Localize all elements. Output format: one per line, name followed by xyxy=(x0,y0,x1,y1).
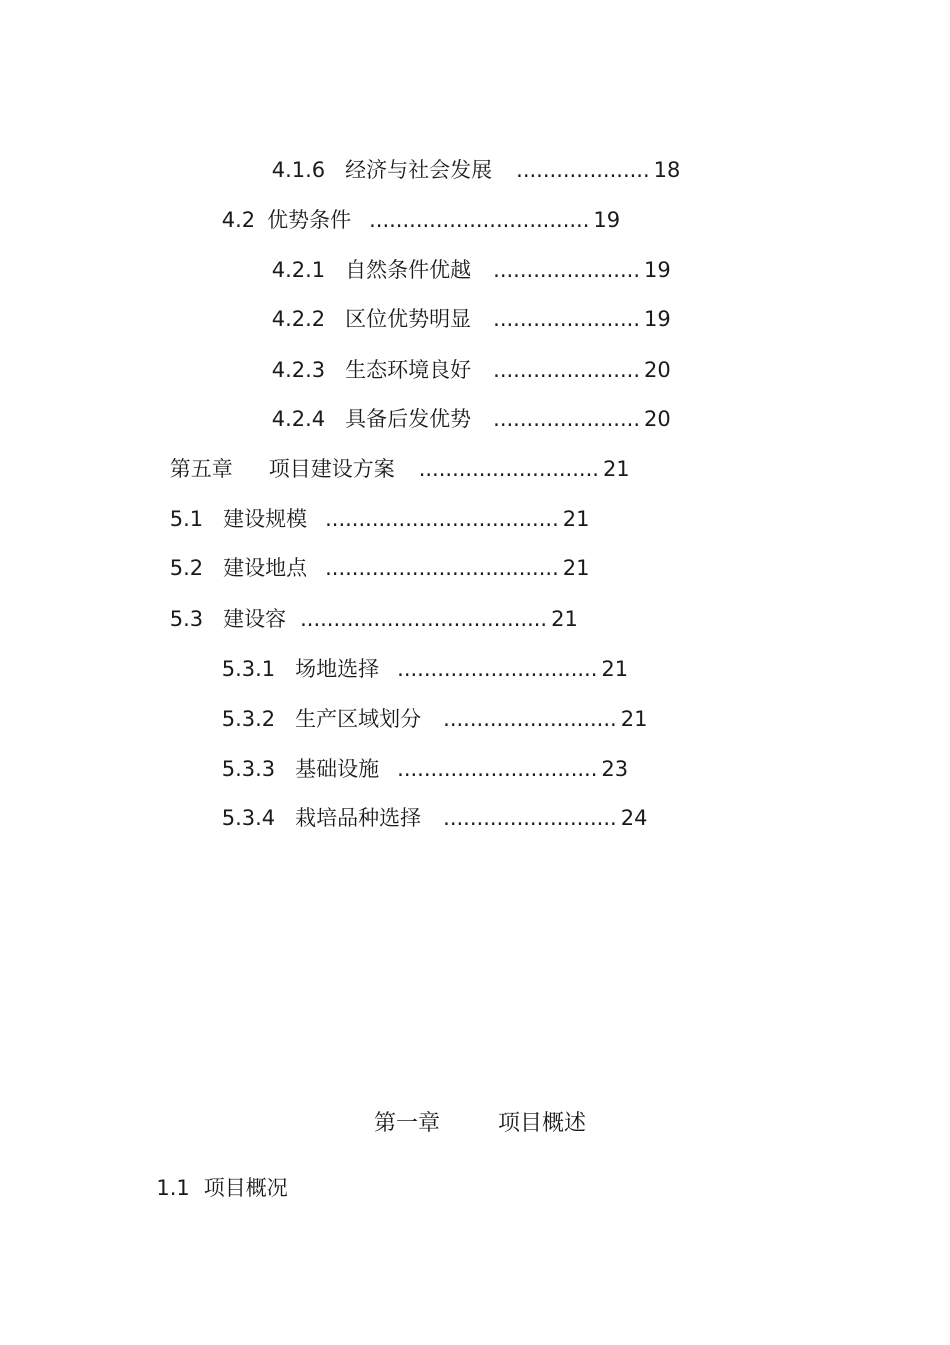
toc-title: 建设地点 xyxy=(223,556,308,580)
toc-title: 经济与社会发展 xyxy=(345,158,493,182)
toc-leader-dots: ................................. xyxy=(369,208,590,232)
toc-leader-dots: ................................... xyxy=(325,507,559,531)
toc-number: 4.2.4 xyxy=(271,407,326,431)
toc-number: 第五章 xyxy=(169,457,233,481)
toc-title: 区位优势明显 xyxy=(345,307,472,331)
toc-title: 自然条件优越 xyxy=(345,258,472,282)
toc-page-number: 23 xyxy=(601,757,629,781)
toc-title: 具备后发优势 xyxy=(345,407,472,431)
toc-leader-dots: .............................. xyxy=(397,757,598,781)
section-number: 1.1 xyxy=(156,1176,190,1200)
toc-number: 4.2.2 xyxy=(271,307,326,331)
toc-page-number: 21 xyxy=(562,507,590,531)
toc-page-number: 21 xyxy=(562,556,590,580)
section-heading xyxy=(143,1146,288,1202)
toc-leader-dots: ................................... xyxy=(325,556,559,580)
toc-number: 4.2.1 xyxy=(271,258,326,282)
toc-number: 4.1.6 xyxy=(271,158,326,182)
toc-leader-dots: ...................... xyxy=(493,258,640,282)
toc-leader-dots: ...................... xyxy=(493,307,640,331)
toc-page-number: 21 xyxy=(601,657,629,681)
section-title: 项目概况 xyxy=(203,1176,288,1200)
toc-page-number: 21 xyxy=(620,707,648,731)
toc-leader-dots: .................... xyxy=(516,158,650,182)
chapter-title: 项目概述 xyxy=(498,1111,587,1136)
toc-page-number: 24 xyxy=(620,806,648,830)
toc-number: 4.2 xyxy=(221,208,256,232)
toc-number: 5.2 xyxy=(169,556,204,580)
chapter-heading xyxy=(360,1082,586,1138)
toc-leader-dots: .......................... xyxy=(443,707,617,731)
toc-title: 生态环境良好 xyxy=(345,358,472,382)
toc-page-number: 21 xyxy=(602,457,630,481)
toc-leader-dots: ...................... xyxy=(493,407,640,431)
toc-leader-dots: .............................. xyxy=(397,657,598,681)
toc-page-number: 18 xyxy=(653,158,681,182)
toc-title: 优势条件 xyxy=(267,208,352,232)
toc-number: 5.3.4 xyxy=(221,806,276,830)
toc-title: 栽培品种选择 xyxy=(295,806,422,830)
toc-title: 场地选择 xyxy=(295,657,380,681)
toc-title: 建设规模 xyxy=(223,507,308,531)
toc-page-number: 19 xyxy=(593,208,621,232)
toc-page-number: 19 xyxy=(644,307,671,331)
toc-title: 建设容 xyxy=(223,607,287,631)
toc-title: 基础设施 xyxy=(295,757,380,781)
toc-number: 5.3.1 xyxy=(221,657,276,681)
toc-title: 项目建设方案 xyxy=(268,457,395,481)
toc-leader-dots: .......................... xyxy=(443,806,617,830)
toc-number: 4.2.3 xyxy=(271,358,326,382)
toc-leader-dots: ..................................... xyxy=(300,607,548,631)
toc-number: 5.1 xyxy=(169,507,204,531)
chapter-label: 第一章 xyxy=(374,1111,441,1136)
toc-number: 5.3.2 xyxy=(221,707,276,731)
toc-number: 5.3.3 xyxy=(221,757,276,781)
toc-page-number: 19 xyxy=(644,258,671,282)
toc-page-number: 21 xyxy=(551,607,578,631)
toc-page-number: 20 xyxy=(644,358,671,382)
toc-page-number: 20 xyxy=(644,407,671,431)
toc-leader-dots: ........................... xyxy=(418,457,599,481)
toc-title: 生产区域划分 xyxy=(295,707,422,731)
toc-leader-dots: ...................... xyxy=(493,358,640,382)
toc-entry-5-3-4 xyxy=(195,776,647,860)
toc-number: 5.3 xyxy=(169,607,204,631)
